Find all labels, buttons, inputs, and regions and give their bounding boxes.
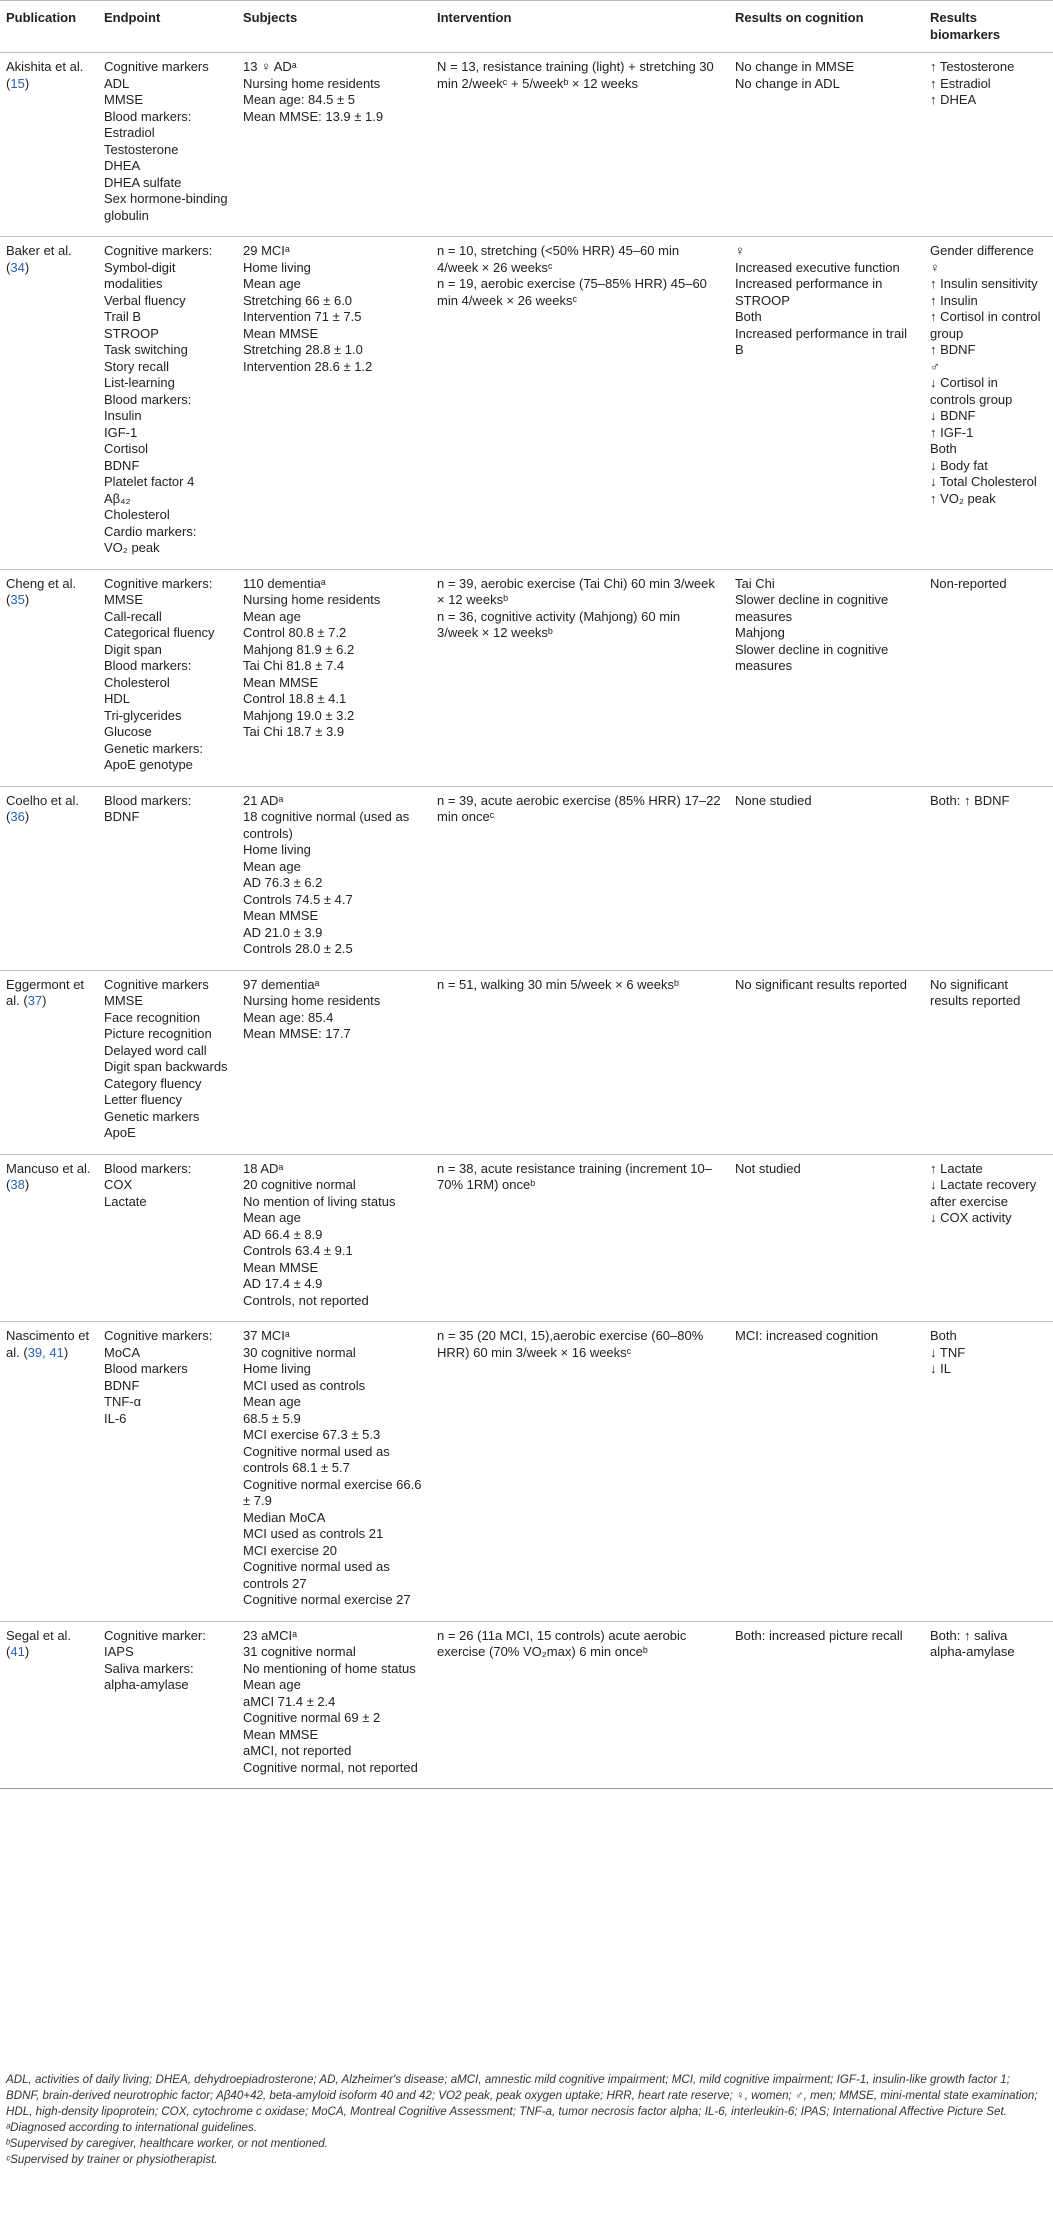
cell-endpoint-line: Letter fluency <box>104 1092 183 1107</box>
cell-results-cognition-line: Increased executive function <box>735 259 900 275</box>
cell-endpoint-line: Glucose <box>104 724 152 739</box>
cell-endpoint-line: Blood markers: <box>104 658 192 673</box>
cell-results-cognition <box>729 1154 924 1322</box>
cell-results-biomarkers-line: Both <box>930 441 957 456</box>
cell-subjects-line: Intervention 28.6 ± 1.2 <box>243 358 373 374</box>
cell-subjects <box>237 569 431 786</box>
cell-results-cognition-line: Both <box>735 309 762 324</box>
cell-subjects-line: Home living <box>243 842 311 857</box>
reference-link[interactable]: 36 <box>10 809 25 824</box>
cell-endpoint-line: alpha-amylase <box>104 1677 189 1692</box>
cell-subjects <box>237 53 431 237</box>
cell-endpoint-line: Saliva markers: <box>104 1660 194 1676</box>
cell-subjects <box>237 1322 431 1622</box>
cell-publication: Mancuso et al. (38) <box>0 1154 98 1322</box>
cell-results-biomarkers-line: ↑ IGF-1 <box>930 424 974 440</box>
cell-subjects-line: Cognitive normal exercise 66.6 ± 7.9 <box>243 1476 422 1508</box>
cell-results-biomarkers-line: Both <box>930 1328 957 1343</box>
cell-subjects-line: Cognitive normal exercise 27 <box>243 1592 411 1607</box>
cell-subjects-line: Mean age <box>243 276 301 291</box>
cell-subjects-line: Stretching 66 ± 6.0 <box>243 292 353 308</box>
cell-endpoint <box>98 237 237 570</box>
cell-subjects-line: AD 76.3 ± 6.2 <box>243 875 323 890</box>
cell-endpoint-line: DHEA sulfate <box>104 174 182 190</box>
cell-results-cognition <box>729 786 924 970</box>
cell-results-biomarkers-line: ↑ Cortisol in control group <box>930 309 1041 341</box>
cell-endpoint-line: Cognitive marker: <box>104 1627 206 1643</box>
cell-results-biomarkers-line: ↓ COX activity <box>930 1210 1012 1225</box>
cell-subjects-line: Mean age <box>243 1394 301 1409</box>
cell-endpoint-line: Genetic markers: <box>104 740 203 756</box>
cell-endpoint-line: Cortisol <box>104 441 149 456</box>
cell-results-biomarkers-line: ↑ Estradiol <box>930 75 991 91</box>
cell-endpoint-line: Cholesterol <box>104 674 170 690</box>
cell-subjects-line: No mention of living status <box>243 1193 396 1209</box>
cell-intervention <box>431 1154 729 1322</box>
cell-intervention-line: n = 26 (11a MCI, 15 controls) acute aerobic exercise (70% VO₂max) 6 min onceᵇ <box>437 1627 687 1659</box>
cell-subjects-line: Intervention 71 ± 7.5 <box>243 309 362 324</box>
cell-results-biomarkers-line: ↑ Lactate <box>930 1160 983 1176</box>
cell-endpoint-line: Insulin <box>104 408 142 423</box>
cell-subjects-line: Control 18.8 ± 4.1 <box>243 691 347 706</box>
cell-intervention <box>431 53 729 237</box>
cell-endpoint-line: MoCA <box>104 1344 141 1360</box>
cell-subjects-line: Mean MMSE <box>243 1259 319 1275</box>
cell-endpoint-line: Estradiol <box>104 125 155 140</box>
table-row <box>0 786 1053 970</box>
cell-subjects-line: 21 ADᵃ <box>243 792 284 808</box>
cell-results-biomarkers-line: ↑ Insulin sensitivity <box>930 276 1038 291</box>
cell-endpoint-line: ApoE <box>104 1125 136 1140</box>
cell-subjects-line: Nursing home residents <box>243 592 381 607</box>
cell-results-biomarkers <box>924 1621 1053 1789</box>
cell-subjects <box>237 1154 431 1322</box>
publication-name: Cheng et al. <box>6 575 77 591</box>
cell-results-biomarkers <box>924 970 1053 1154</box>
header-publication: Publication <box>0 1 98 53</box>
cell-endpoint <box>98 53 237 237</box>
cell-intervention <box>431 1621 729 1789</box>
cell-results-biomarkers-line: ↓ IL <box>930 1361 951 1376</box>
cell-endpoint-line: VO₂ peak <box>104 540 160 555</box>
cell-results-biomarkers-line: ↑ BDNF <box>930 342 976 357</box>
cell-results-biomarkers-line: ↓ TNF <box>930 1344 966 1360</box>
cell-intervention-line: n = 39, acute aerobic exercise (85% HRR) 17–22 min onceᶜ <box>437 792 721 824</box>
cell-endpoint-line: Cholesterol <box>104 507 170 522</box>
cell-results-cognition <box>729 569 924 786</box>
cell-results-cognition-line: Increased performance in STROOP <box>735 276 883 308</box>
cell-subjects-line: 18 ADᵃ <box>243 1160 284 1176</box>
cell-results-biomarkers-line: ↑ Insulin <box>930 292 978 308</box>
cell-results-cognition <box>729 1322 924 1622</box>
cell-intervention <box>431 1322 729 1622</box>
footnote-b: ᵇSupervised by caregiver, healthcare worker, or not mentioned. <box>6 2137 328 2150</box>
cell-subjects <box>237 1621 431 1789</box>
cell-subjects-line: 31 cognitive normal <box>243 1644 356 1659</box>
table-row <box>0 1621 1053 1789</box>
cell-subjects-line: Mahjong 81.9 ± 6.2 <box>243 641 355 657</box>
cell-intervention <box>431 569 729 786</box>
publication-name: Nascimento et al. <box>6 1328 90 1360</box>
cell-intervention-line: N = 13, resistance training (light) + stretching 30 min 2/weekᶜ + 5/weekᵇ × 12 weeks <box>437 59 714 91</box>
publication-name: Eggermont et al. <box>6 976 85 1008</box>
cell-subjects-line: Mean MMSE <box>243 908 319 923</box>
cell-endpoint-line: Trail B <box>104 309 142 324</box>
table-row <box>0 970 1053 1154</box>
cell-subjects-line: AD 21.0 ± 3.9 <box>243 924 323 940</box>
cell-subjects-line: Nursing home residents <box>243 75 381 91</box>
cell-endpoint-line: COX <box>104 1177 133 1192</box>
cell-endpoint-line: Picture recognition <box>104 1026 212 1041</box>
header-intervention: Intervention <box>431 1 729 53</box>
cell-endpoint-line: Tri-glycerides <box>104 707 182 723</box>
cell-subjects-line: Mean MMSE <box>243 1726 319 1742</box>
cell-results-cognition-line: No change in MMSE <box>735 59 855 74</box>
cell-endpoint-line: Blood markers: <box>104 108 192 124</box>
cell-endpoint-line: Cardio markers: <box>104 523 197 539</box>
cell-endpoint-line: Genetic markers <box>104 1108 200 1124</box>
cell-results-cognition-line: No significant results reported <box>735 976 907 992</box>
table-row <box>0 1322 1053 1622</box>
cell-subjects-line: Cognitive normal, not reported <box>243 1759 418 1775</box>
cell-results-biomarkers-line: Non-reported <box>930 575 1007 591</box>
cell-endpoint-line: Verbal fluency <box>104 292 186 308</box>
cell-subjects <box>237 970 431 1154</box>
reference-link[interactable]: 15 <box>10 75 25 91</box>
cell-results-cognition-line: Mahjong <box>735 625 785 640</box>
cell-subjects-line: Controls 28.0 ± 2.5 <box>243 941 353 956</box>
footnote-a: ᵃDiagnosed according to international guidelines. <box>6 2121 258 2134</box>
cell-endpoint-line: BDNF <box>104 457 140 473</box>
header-subjects: Subjects <box>237 1 431 53</box>
table-footnotes <box>6 2072 1046 2168</box>
cell-endpoint-line: ApoE genotype <box>104 757 193 772</box>
cell-endpoint-line: Digit span backwards <box>104 1059 228 1074</box>
cell-subjects-line: Cognitive normal 69 ± 2 <box>243 1710 381 1725</box>
cell-results-biomarkers-line: ↓ Body fat <box>930 457 988 473</box>
table-row <box>0 569 1053 786</box>
cell-endpoint-line: Testosterone <box>104 141 179 157</box>
reference-link[interactable]: 38 <box>10 1177 25 1192</box>
cell-results-biomarkers-line: ↓ Lactate recovery after exercise <box>930 1177 1037 1209</box>
cell-publication: Coelho et al. (36) <box>0 786 98 970</box>
cell-endpoint-line: Sex hormone-binding globulin <box>104 191 228 223</box>
cell-subjects-line: MCI used as controls 21 <box>243 1526 384 1541</box>
cell-results-cognition-line: Both: increased picture recall <box>735 1627 903 1643</box>
cell-results-biomarkers <box>924 53 1053 237</box>
cell-results-biomarkers-line: No significant results reported <box>930 976 1021 1008</box>
cell-endpoint-line: Categorical fluency <box>104 625 215 640</box>
cell-intervention <box>431 786 729 970</box>
cell-endpoint <box>98 1621 237 1789</box>
cell-intervention-line: n = 36, cognitive activity (Mahjong) 60 min 3/week × 12 weeksᵇ <box>437 608 681 640</box>
cell-subjects-line: No mentioning of home status <box>243 1660 416 1676</box>
cell-results-cognition-line: Slower decline in cognitive measures <box>735 592 889 624</box>
cell-subjects-line: 18 cognitive normal (used as controls) <box>243 809 410 841</box>
cell-subjects-line: Mean age <box>243 608 301 624</box>
cell-subjects-line: Controls 63.4 ± 9.1 <box>243 1243 353 1258</box>
publication-name: Akishita et al. <box>6 59 84 74</box>
cell-endpoint-line: Cognitive markers: <box>104 575 213 591</box>
cell-subjects-line: Mean MMSE: 13.9 ± 1.9 <box>243 108 384 124</box>
cell-endpoint-line: IAPS <box>104 1644 134 1659</box>
cell-subjects-line: AD 66.4 ± 8.9 <box>243 1226 323 1242</box>
cell-results-biomarkers-line: ↓ BDNF <box>930 408 976 423</box>
cell-endpoint-line: BDNF <box>104 809 140 824</box>
cell-results-biomarkers-line: ♂ <box>930 358 940 374</box>
cell-intervention-line: n = 35 (20 MCI, 15),aerobic exercise (60–80% HRR) 60 min 3/week × 16 weeksᶜ <box>437 1328 704 1360</box>
cell-endpoint-line: Story recall <box>104 358 170 374</box>
table-row <box>0 237 1053 570</box>
cell-subjects-line: 13 ♀ ADᵃ <box>243 59 297 74</box>
cell-intervention-line: n = 19, aerobic exercise (75–85% HRR) 45–60 min 4/week × 26 weeksᶜ <box>437 276 707 308</box>
cell-subjects-line: Tai Chi 81.8 ± 7.4 <box>243 658 345 673</box>
cell-results-cognition-line: ♀ <box>735 243 745 258</box>
cell-endpoint-line: MMSE <box>104 92 143 107</box>
publication-name: Coelho et al. <box>6 792 79 808</box>
cell-endpoint-line: STROOP <box>104 325 159 341</box>
header-row <box>0 1 1053 53</box>
cell-subjects-line: Mean age: 85.4 <box>243 1009 334 1025</box>
cell-endpoint-line: TNF-α <box>104 1394 142 1409</box>
cell-subjects-line: Median MoCA <box>243 1509 326 1525</box>
cell-subjects-line: Tai Chi 18.7 ± 3.9 <box>243 724 345 739</box>
cell-subjects-line: aMCI, not reported <box>243 1743 352 1758</box>
cell-intervention-line: n = 10, stretching (<50% HRR) 45–60 min 4/week × 26 weeksᶜ <box>437 243 680 275</box>
cell-subjects-line: aMCI 71.4 ± 2.4 <box>243 1693 336 1709</box>
cell-subjects-line: AD 17.4 ± 4.9 <box>243 1276 323 1291</box>
cell-endpoint-line: HDL <box>104 691 131 706</box>
cell-intervention-line: n = 51, walking 30 min 5/week × 6 weeksᵇ <box>437 976 679 992</box>
cell-subjects-line: 68.5 ± 5.9 <box>243 1410 301 1426</box>
cell-subjects-line: Cognitive normal used as controls 68.1 ± 5.7 <box>243 1443 390 1475</box>
cell-subjects-line: Nursing home residents <box>243 993 381 1008</box>
cell-subjects-line: MCI used as controls <box>243 1377 366 1393</box>
cell-subjects-line: MCI exercise 20 <box>243 1542 337 1558</box>
cell-subjects-line: Mean MMSE <box>243 325 319 341</box>
cell-endpoint-line: Cognitive markers: <box>104 243 213 258</box>
cell-endpoint-line: Face recognition <box>104 1009 201 1025</box>
cell-results-biomarkers <box>924 786 1053 970</box>
cell-subjects-line: 20 cognitive normal <box>243 1177 356 1192</box>
cell-endpoint-line: MMSE <box>104 993 143 1008</box>
cell-subjects-line: Control 80.8 ± 7.2 <box>243 625 347 640</box>
cell-endpoint-line: Platelet factor 4 <box>104 474 195 489</box>
reference-link[interactable]: 39, 41 <box>27 1344 64 1360</box>
cell-results-biomarkers-line: Both: ↑ saliva alpha-amylase <box>930 1627 1015 1659</box>
cell-subjects-line: 97 dementiaᵃ <box>243 976 320 992</box>
cell-endpoint <box>98 786 237 970</box>
cell-results-cognition <box>729 1621 924 1789</box>
cell-publication: Cheng et al. (35) <box>0 569 98 786</box>
cell-results-cognition-line: Increased performance in trail B <box>735 325 907 357</box>
cell-subjects <box>237 237 431 570</box>
cell-subjects <box>237 786 431 970</box>
cell-endpoint-line: Delayed word call <box>104 1042 207 1058</box>
cell-endpoint-line: ADL <box>104 75 130 91</box>
cell-results-biomarkers-line: ↓ Total Cholesterol <box>930 474 1037 489</box>
cell-endpoint-line: Blood markers: <box>104 792 192 808</box>
cell-results-biomarkers <box>924 237 1053 570</box>
cell-subjects-line: 30 cognitive normal <box>243 1344 356 1360</box>
header-results-cognition: Results on cognition <box>729 1 924 53</box>
publication-name: Segal et al. <box>6 1627 72 1643</box>
cell-subjects-line: Mean MMSE: 17.7 <box>243 1026 351 1041</box>
cell-subjects-line: Controls 74.5 ± 4.7 <box>243 891 353 907</box>
cell-results-biomarkers-line: Gender difference <box>930 243 1034 258</box>
cell-subjects-line: 29 MCIᵃ <box>243 243 290 258</box>
cell-endpoint-line: Digit span <box>104 641 162 657</box>
cell-intervention <box>431 237 729 570</box>
publication-name: Baker et al. <box>6 243 72 258</box>
cell-subjects-line: Cognitive normal used as controls 27 <box>243 1559 390 1591</box>
cell-endpoint-line: DHEA <box>104 158 141 173</box>
reference-link[interactable]: 35 <box>10 592 25 607</box>
cell-endpoint-line: List-learning <box>104 375 175 390</box>
cell-endpoint <box>98 1154 237 1322</box>
table-header <box>0 1 1053 53</box>
cell-results-biomarkers-line: Both: ↑ BDNF <box>930 792 1010 808</box>
cell-subjects-line: Controls, not reported <box>243 1292 369 1308</box>
reference-link[interactable]: 34 <box>10 259 25 275</box>
cell-results-biomarkers-line: ↑ VO₂ peak <box>930 490 996 506</box>
cell-results-cognition-line: None studied <box>735 792 812 808</box>
cell-endpoint-line: Aβ₄₂ <box>104 490 131 506</box>
cell-intervention-line: n = 38, acute resistance training (increment 10–70% 1RM) onceᵇ <box>437 1160 712 1192</box>
cell-publication: Baker et al. (34) <box>0 237 98 570</box>
header-endpoint: Endpoint <box>98 1 237 53</box>
cell-subjects-line: Mean age <box>243 858 301 874</box>
cell-subjects-line: 110 dementiaᵃ <box>243 575 326 591</box>
footnote-c: ᶜSupervised by trainer or physiotherapist. <box>6 2153 218 2166</box>
cell-results-cognition <box>729 53 924 237</box>
cell-results-cognition <box>729 970 924 1154</box>
cell-subjects-line: Mahjong 19.0 ± 3.2 <box>243 707 355 723</box>
cell-publication: Akishita et al. (15) <box>0 53 98 237</box>
cell-subjects-line: Mean age <box>243 1210 301 1225</box>
cell-publication: Eggermont et al. (37) <box>0 970 98 1154</box>
cell-endpoint-line: Cognitive markers <box>104 59 209 74</box>
cell-results-cognition <box>729 237 924 570</box>
cell-results-cognition-line: No change in ADL <box>735 75 840 91</box>
reference-link[interactable]: 41 <box>10 1644 25 1659</box>
cell-subjects-line: MCI exercise 67.3 ± 5.3 <box>243 1427 381 1442</box>
cell-results-cognition-line: Not studied <box>735 1160 801 1176</box>
cell-subjects-line: Home living <box>243 1361 311 1376</box>
cell-publication: Nascimento et al. (39, 41) <box>0 1322 98 1622</box>
cell-endpoint-line: BDNF <box>104 1377 140 1393</box>
cell-endpoint-line: Task switching <box>104 342 188 357</box>
cell-results-biomarkers-line: ↓ Cortisol in controls group <box>930 375 1013 407</box>
table-row <box>0 53 1053 237</box>
cell-endpoint-line: Lactate <box>104 1193 147 1209</box>
cell-endpoint-line: IL-6 <box>104 1410 127 1426</box>
cell-subjects-line: Mean age <box>243 1677 301 1692</box>
cell-results-biomarkers <box>924 1322 1053 1622</box>
cell-results-cognition-line: Slower decline in cognitive measures <box>735 641 889 673</box>
cell-endpoint-line: MMSE <box>104 592 143 607</box>
reference-link[interactable]: 37 <box>27 993 43 1008</box>
cell-results-biomarkers <box>924 569 1053 786</box>
cell-endpoint <box>98 1322 237 1622</box>
cell-endpoint-line: Blood markers: <box>104 1160 192 1176</box>
cell-subjects-line: Mean MMSE <box>243 674 319 690</box>
table-body <box>0 53 1053 1789</box>
cell-endpoint-line: Cognitive markers: <box>104 1328 213 1343</box>
cell-results-biomarkers <box>924 1154 1053 1322</box>
cell-endpoint <box>98 970 237 1154</box>
cell-endpoint-line: Blood markers <box>104 1361 188 1376</box>
cell-results-biomarkers-line: ↑ Testosterone <box>930 59 1015 74</box>
cell-endpoint-line: Cognitive markers <box>104 976 209 992</box>
header-results-biomarkers: Results biomarkers <box>924 1 1053 53</box>
cell-subjects-line: Home living <box>243 259 311 275</box>
cell-endpoint-line: Blood markers: <box>104 391 192 407</box>
cell-subjects-line: Stretching 28.8 ± 1.0 <box>243 342 363 357</box>
cell-endpoint-line: Category fluency <box>104 1075 202 1091</box>
cell-endpoint-line: IGF-1 <box>104 424 138 440</box>
cell-endpoint-line: Call-recall <box>104 608 162 624</box>
cell-endpoint <box>98 569 237 786</box>
table-row <box>0 1154 1053 1322</box>
cell-endpoint-line: Symbol-digit modalities <box>104 259 176 291</box>
publication-name: Mancuso et al. <box>6 1160 91 1176</box>
cell-intervention <box>431 970 729 1154</box>
cell-results-cognition-line: MCI: increased cognition <box>735 1328 879 1343</box>
cell-results-cognition-line: Tai Chi <box>735 575 775 591</box>
cell-subjects-line: Mean age: 84.5 ± 5 <box>243 92 355 107</box>
cell-publication: Segal et al. (41) <box>0 1621 98 1789</box>
cell-results-biomarkers-line: ♀ <box>930 259 940 275</box>
footnote-abbreviations: ADL, activities of daily living; DHEA, dehydroepiadrosterone; AD, Alzheimer's disease; aMCI, amnestic mild cognitive impairment; MCI, mild cognitive impairment; IGF-1, insulin-like growth factor 1; BDNF, brain-derived neurotrophic factor; Aβ40+42, beta-amyloid isoform 40 and 42; VO2 peak, peak oxygen uptake; HRR, heart rate reserve; ♀, women; ♂, men; MMSE, mini-mental state examination; HDL, high-density lipoprotein; COX, cytochrome c oxidase; MoCA, Montreal Cognitive Assessment; TNF-a, tumor necrosis factor alpha; IL-6, interleukin-6; IPAS; International Affective Picture Set. <box>6 2073 1038 2118</box>
cell-results-biomarkers-line: ↑ DHEA <box>930 92 977 107</box>
cell-intervention-line: n = 39, aerobic exercise (Tai Chi) 60 min 3/week × 12 weeksᵇ <box>437 575 715 607</box>
cell-subjects-line: 23 aMCIᵃ <box>243 1627 297 1643</box>
cell-subjects-line: 37 MCIᵃ <box>243 1328 290 1343</box>
